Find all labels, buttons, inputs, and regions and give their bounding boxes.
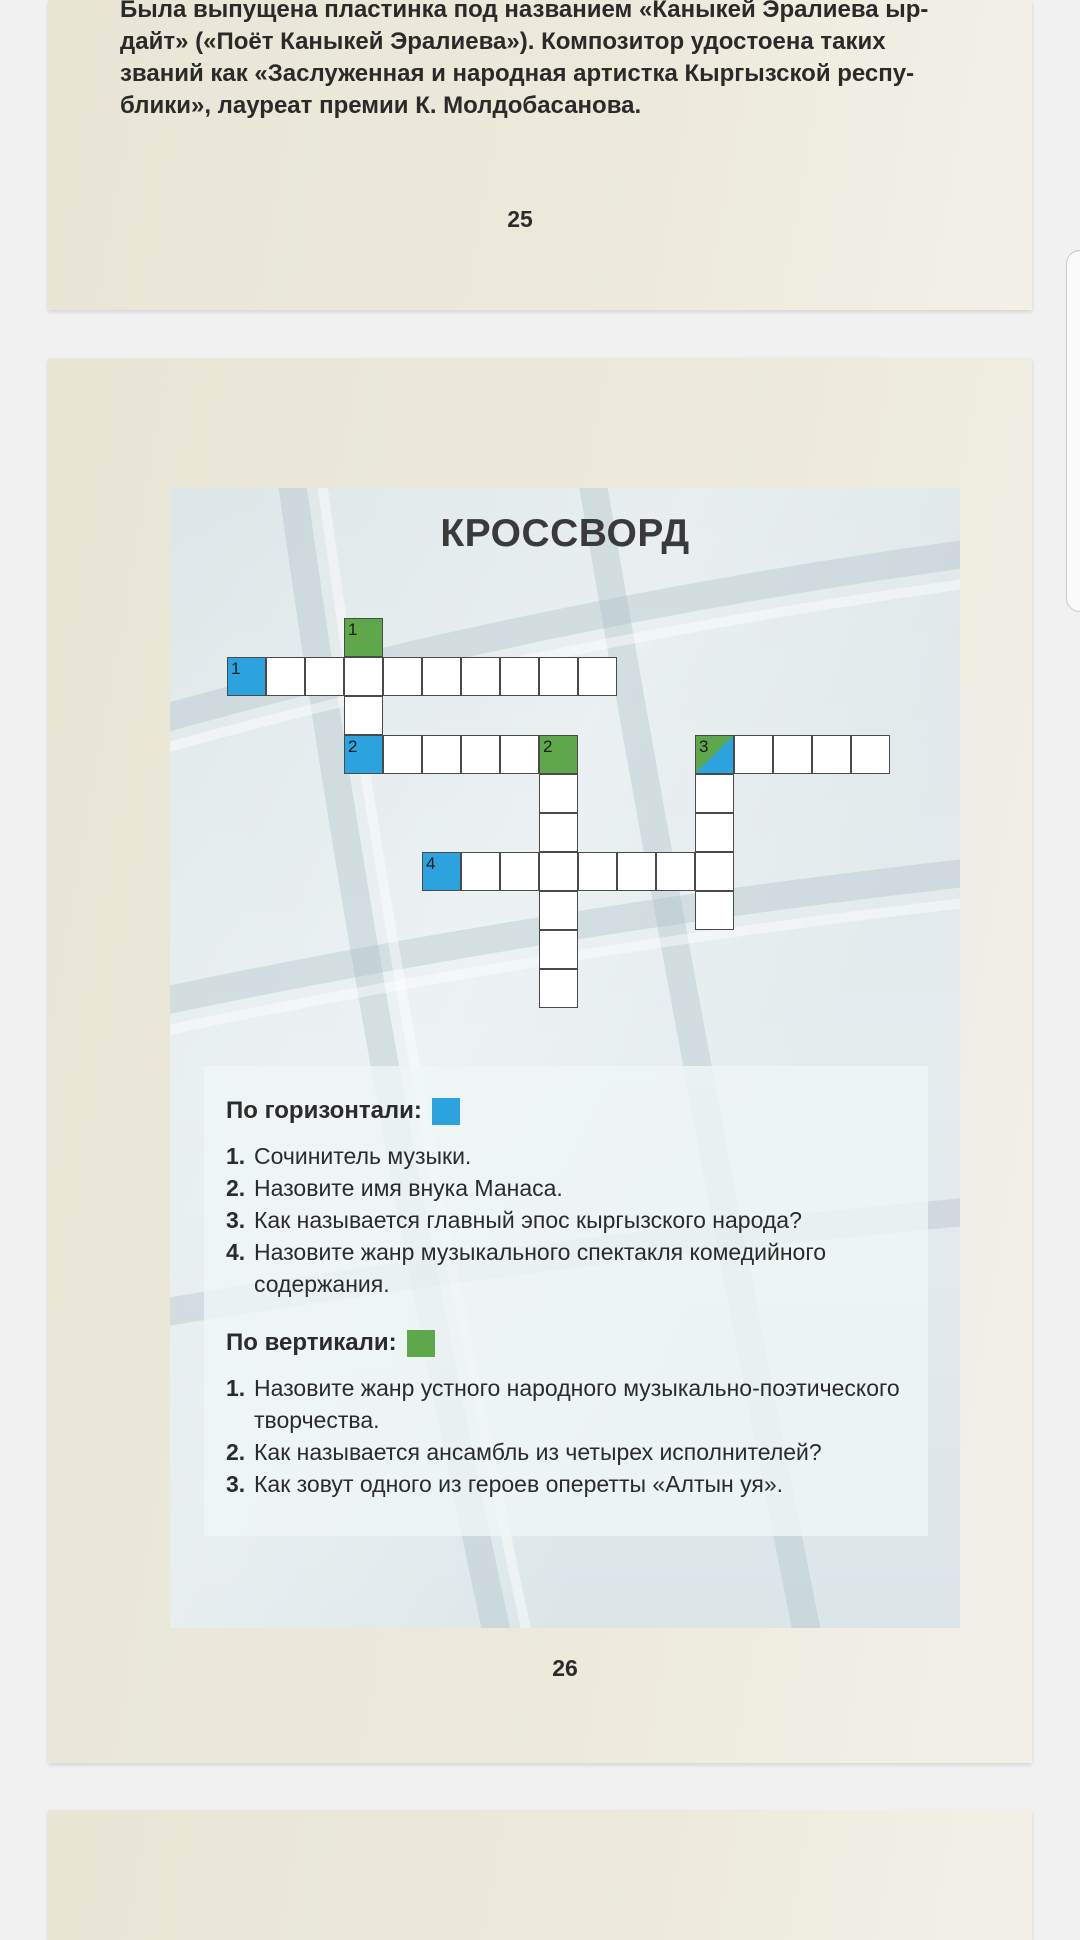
page-25 [48, 0, 1032, 310]
crossword-cell[interactable] [851, 735, 890, 774]
crossword-cell[interactable] [422, 735, 461, 774]
crossword-cell-start-h4[interactable] [422, 852, 461, 891]
crossword-cell[interactable] [539, 969, 578, 1008]
clue-text: Назовите жанр музыкального спектакля комедийного содержания. [254, 1239, 826, 1297]
clue-number: 3. [226, 1471, 246, 1497]
crossword-cell-start-h3-v3[interactable] [695, 735, 734, 774]
list-item [226, 1372, 906, 1436]
clue-number: 2. [226, 1439, 246, 1465]
crossword-cell[interactable] [695, 891, 734, 930]
crossword-cell[interactable] [422, 657, 461, 696]
body-paragraph [120, 0, 960, 122]
page-number: 26 [552, 1655, 578, 1681]
crossword-cell-start-v2[interactable] [539, 735, 578, 774]
horizontal-clues-list [226, 1140, 906, 1300]
crossword-cell[interactable] [734, 735, 773, 774]
cell-number: 3 [699, 737, 709, 756]
crossword-cell[interactable] [695, 813, 734, 852]
clue-number: 2. [226, 1175, 246, 1201]
crossword-cell[interactable] [539, 891, 578, 930]
cell-number: 2 [543, 737, 553, 756]
crossword-cell[interactable] [812, 735, 851, 774]
clues-box [204, 1066, 928, 1536]
clue-text: Как зовут одного из героев оперетты «Алтын уя». [254, 1471, 783, 1497]
clue-number: 1. [226, 1143, 246, 1169]
crossword-cell[interactable] [461, 852, 500, 891]
blue-square-icon [432, 1098, 460, 1125]
horizontal-heading-label: По горизонтали: [226, 1097, 422, 1124]
clue-text: Сочинитель музыки. [254, 1143, 472, 1169]
paragraph-line: Была выпущена пластинка под названием «Каныкей Эралиева ыр- [120, 0, 929, 23]
list-item [226, 1436, 906, 1468]
crossword-cell[interactable] [539, 774, 578, 813]
crossword-cell[interactable] [383, 657, 422, 696]
clue-text: Как называется ансамбль из четырех исполнителей? [254, 1439, 822, 1465]
list-item [226, 1236, 906, 1300]
crossword-cell[interactable] [656, 852, 695, 891]
crossword-cell[interactable] [344, 696, 383, 735]
crossword-cell[interactable] [539, 657, 578, 696]
horizontal-clues-heading [226, 1094, 906, 1128]
crossword-cell[interactable] [461, 657, 500, 696]
crossword-cell[interactable] [500, 657, 539, 696]
page-number: 25 [507, 206, 533, 232]
paragraph-line: блики», лауреат премии К. Молдобасанова. [120, 92, 642, 119]
cell-number: 4 [426, 854, 436, 873]
crossword-cell[interactable] [773, 735, 812, 774]
list-item [226, 1172, 906, 1204]
crossword-cell[interactable] [695, 852, 734, 891]
vertical-clues-heading [226, 1326, 906, 1360]
cell-number: 2 [348, 737, 358, 756]
crossword-cell[interactable] [578, 657, 617, 696]
crossword-cell[interactable] [539, 813, 578, 852]
vertical-clues-list [226, 1372, 906, 1500]
crossword-cell[interactable] [500, 735, 539, 774]
crossword-cell[interactable] [344, 657, 383, 696]
page-27 [48, 1810, 1032, 1940]
list-item [226, 1140, 906, 1172]
crossword-cell[interactable] [500, 852, 539, 891]
crossword-cell-start-h1[interactable] [227, 657, 266, 696]
crossword-cell[interactable] [383, 735, 422, 774]
cell-number: 1 [231, 659, 241, 678]
crossword-cell[interactable] [539, 852, 578, 891]
clue-text: Как называется главный эпос кыргызского народа? [254, 1207, 802, 1233]
crossword-cell[interactable] [461, 735, 500, 774]
crossword-cell[interactable] [305, 657, 344, 696]
list-item [226, 1204, 906, 1236]
list-item [226, 1468, 906, 1500]
paragraph-line: званий как «Заслуженная и народная артистка Кыргызской респу- [120, 60, 915, 87]
clue-number: 1. [226, 1375, 246, 1401]
vertical-heading-label: По вертикали: [226, 1329, 397, 1356]
crossword-panel [170, 488, 960, 1628]
crossword-cell[interactable] [617, 852, 656, 891]
clue-number: 3. [226, 1207, 246, 1233]
crossword-cell[interactable] [578, 852, 617, 891]
cell-number: 1 [348, 620, 358, 639]
crossword-cell[interactable] [695, 774, 734, 813]
crossword-cell[interactable] [539, 930, 578, 969]
crossword-cell-start-v1[interactable] [344, 618, 383, 657]
paragraph-line: дайт» («Поёт Каныкей Эралиева»). Композитор удостоена таких [120, 28, 886, 55]
page-26 [48, 358, 1032, 1763]
green-square-icon [407, 1330, 435, 1357]
clue-text: Назовите имя внука Манаса. [254, 1175, 563, 1201]
scrollbar-handle[interactable] [1066, 250, 1080, 612]
crossword-cell-start-h2[interactable] [344, 735, 383, 774]
crossword-cell[interactable] [266, 657, 305, 696]
clue-text: Назовите жанр устного народного музыкально-поэтического творчества. [254, 1375, 900, 1433]
crossword-title: КРОССВОРД [440, 512, 690, 555]
clue-number: 4. [226, 1239, 246, 1265]
